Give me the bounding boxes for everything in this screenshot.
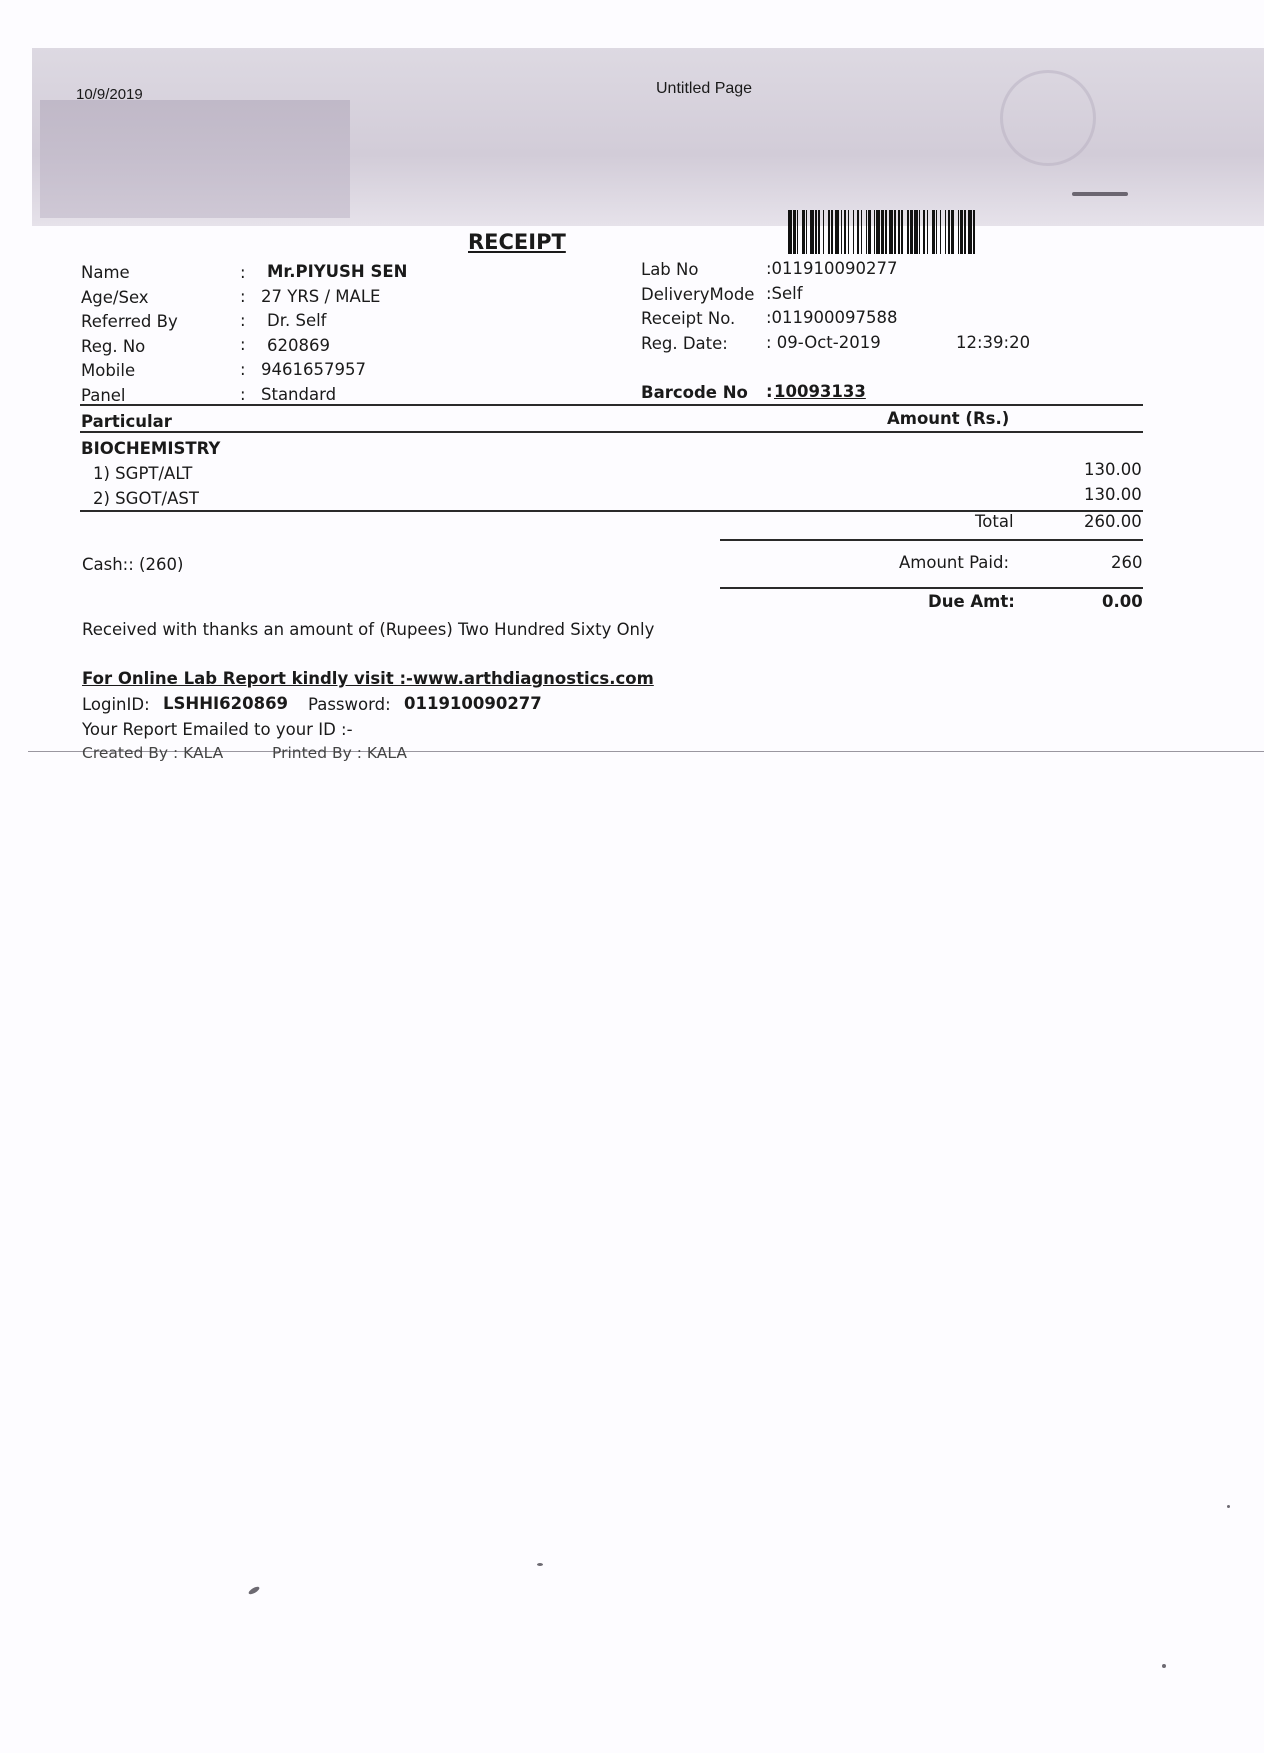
referred-value: Dr. Self xyxy=(267,311,327,330)
item-amount: 130.00 xyxy=(1084,485,1142,504)
section-heading: BIOCHEMISTRY xyxy=(81,439,221,458)
receipt-title: RECEIPT xyxy=(468,230,566,254)
cash-text: Cash:: (260) xyxy=(82,555,184,574)
regdate-value: : 09-Oct-2019 xyxy=(766,333,881,352)
ink-speck xyxy=(1162,1664,1166,1668)
table-header-rule xyxy=(80,431,1143,433)
mobile-label: Mobile xyxy=(81,361,136,380)
ink-speck xyxy=(1227,1505,1230,1508)
print-date: 10/9/2019 xyxy=(76,86,143,103)
paid-value: 260 xyxy=(1111,553,1143,572)
login-label: LoginID: xyxy=(82,695,150,714)
password-value: 011910090277 xyxy=(404,694,542,713)
col-amount: Amount (Rs.) xyxy=(887,409,1010,428)
total-label: Total xyxy=(975,512,1014,531)
mobile-value: 9461657957 xyxy=(261,360,366,379)
agesex-colon: : xyxy=(240,287,246,306)
delivery-label: DeliveryMode xyxy=(641,285,755,304)
item-name: 1) SGPT/ALT xyxy=(93,464,193,483)
online-report-link[interactable]: For Online Lab Report kindly visit :-www.arthdiagnostics.com xyxy=(82,669,654,688)
referred-label: Referred By xyxy=(81,312,178,331)
ink-speck xyxy=(537,1563,543,1566)
item-amount: 130.00 xyxy=(1084,460,1142,479)
regno-value: 620869 xyxy=(267,336,330,355)
barcode-label: Barcode No xyxy=(641,383,748,402)
logo-icon xyxy=(1000,70,1096,166)
panel-value: Standard xyxy=(261,385,337,404)
regno-label: Reg. No xyxy=(81,337,146,356)
name-value: Mr.PIYUSH SEN xyxy=(267,262,408,281)
barcode-bar xyxy=(975,210,978,254)
name-label: Name xyxy=(81,263,130,282)
received-text: Received with thanks an amount of (Rupees) Two Hundred Sixty Only xyxy=(82,620,655,639)
page-title: Untitled Page xyxy=(656,80,753,97)
name-colon: : xyxy=(240,263,246,282)
emailed-text: Your Report Emailed to your ID :- xyxy=(82,720,353,739)
paid-label: Amount Paid: xyxy=(899,553,1010,572)
agesex-label: Age/Sex xyxy=(81,288,149,307)
barcode-icon xyxy=(788,210,1122,254)
created-by: Created By : KALA xyxy=(82,744,224,762)
paid-rule xyxy=(720,587,1143,589)
barcode-number: 10093133 xyxy=(774,382,866,401)
agesex-value: 27 YRS / MALE xyxy=(261,287,381,306)
total-value: 260.00 xyxy=(1084,512,1142,531)
due-label: Due Amt: xyxy=(928,592,1015,611)
labno-label: Lab No xyxy=(641,260,699,279)
login-value: LSHHI620869 xyxy=(163,694,289,713)
table-top-rule xyxy=(80,404,1143,406)
panel-label: Panel xyxy=(81,386,126,405)
dash-mark xyxy=(1072,192,1128,196)
labno-value: :011910090277 xyxy=(766,259,898,278)
barcode-colon: : xyxy=(766,382,773,401)
due-value: 0.00 xyxy=(1102,592,1143,611)
ink-speck xyxy=(248,1585,261,1595)
mobile-colon: : xyxy=(240,360,246,379)
regtime-value: 12:39:20 xyxy=(956,333,1031,352)
regno-colon: : xyxy=(240,335,246,354)
printed-by: Printed By : KALA xyxy=(272,744,407,762)
password-label: Password: xyxy=(308,695,391,714)
referred-colon: : xyxy=(240,311,246,330)
panel-colon: : xyxy=(240,385,246,404)
delivery-value: :Self xyxy=(766,284,803,303)
total-rule xyxy=(720,539,1143,541)
receiptno-value: :011900097588 xyxy=(766,308,898,327)
regdate-label: Reg. Date: xyxy=(641,334,728,353)
item-name: 2) SGOT/AST xyxy=(93,489,199,508)
col-particular: Particular xyxy=(81,412,172,431)
address-block-shade xyxy=(40,100,350,218)
receiptno-label: Receipt No. xyxy=(641,309,736,328)
